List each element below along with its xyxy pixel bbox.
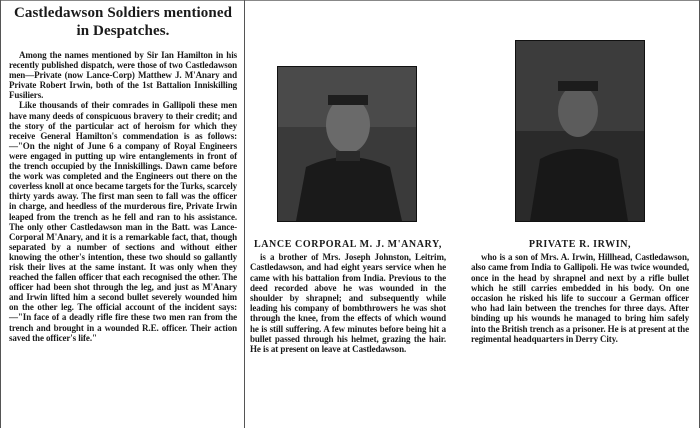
caption-name-manary: LANCE CORPORAL M. J. M'ANARY, — [253, 239, 443, 250]
caption-name-irwin: PRIVATE R. IRWIN, — [528, 239, 632, 250]
article-column — [9, 4, 237, 343]
portrait-photo-irwin — [515, 40, 645, 222]
portrait-photo-manary — [277, 66, 417, 222]
article-headline — [9, 4, 237, 40]
article-paragraph-1: Among the names mentioned by Sir Ian Hamilton in his recently published dispatch, were those of two Castledawson men—Private (now Lance-Corp) Matthew J. M'Anary and Private Robert Irwin, both of the 1st Battalion Inniskilling Fusiliers. — [9, 50, 237, 101]
caption-manary — [250, 240, 446, 354]
column-divider — [244, 0, 245, 428]
caption-text-manary: is a brother of Mrs. Joseph Johnston, Leitrim, Castledawson, and had eight years service when he came with his battalion from India. Previous to the deed recorded above he was wounded in the shoulder by shrapnel; and subsequently while leading his company of bombthrowers he was shot through the knee, from the effects of which wound he is still suffering. A few minutes before being hit a bullet passed through his helmet, grazing the hair. He is at present on leave at Castledawson. — [250, 252, 446, 355]
caption-text-irwin: who is a son of Mrs. A. Irwin, Hillhead, Castledawson, also came from India to Gallipoli. He was twice wounded, once in the head by shrapnel and next by a rifle bullet which he still carries embedded in his body. On one occasion he risked his life to succour a German officer who had lain between the trenches for three days. After binding up his wounds he managed to bring him safely into the British trench as a prisoner. He is at present at the regimental headquarters in Derry City. — [471, 252, 689, 344]
headline-line-1: Castledawson Soldiers mentioned — [13, 5, 233, 21]
headline-line-2: in Despatches. — [76, 23, 170, 39]
left-border — [0, 0, 1, 428]
article-body — [9, 50, 237, 343]
caption-irwin — [471, 240, 689, 344]
top-border — [0, 0, 700, 1]
article-paragraph-2: Like thousands of their comrades in Gallipoli these men have many deeds of conspicuous bravery to their credit; and the story of the particular act of heroism for which they receive General Hamilton's commendation is as follows:—"On the night of June 6 a company of Royal Engineers were engaged in putting up wire entanglements in front of the trench occupied by the Inniskillings. Dawn came before the work was completed and the Engineers out there on the coverless knoll at once became targets for the Turks, scarcely thirty yards away. The first man seen to fall was the officer in charge, and heedless of the murderous fire, Private Irwin leaped from the trench as he fell and ran to his assistance. The only other Castledawson man in the Batt. was Lance-Corporal M'Anary, and it is a remarkable fact, that, though separated by a number of sections and without either knowing the other's intention, these two should so gallantly risk their lives at the same instant. It was only when they reached the fallen officer that each recognised the other. The officer had been shot through the leg, and just as M'Anary and Irwin lifted him a second bullet severely wounded him on the other leg. The official account of the incident says:—"In face of a deadly rifle fire these two men ran from the trench and brought in a wounded R.E. officer. Their action saved the officer's life." — [9, 100, 237, 343]
